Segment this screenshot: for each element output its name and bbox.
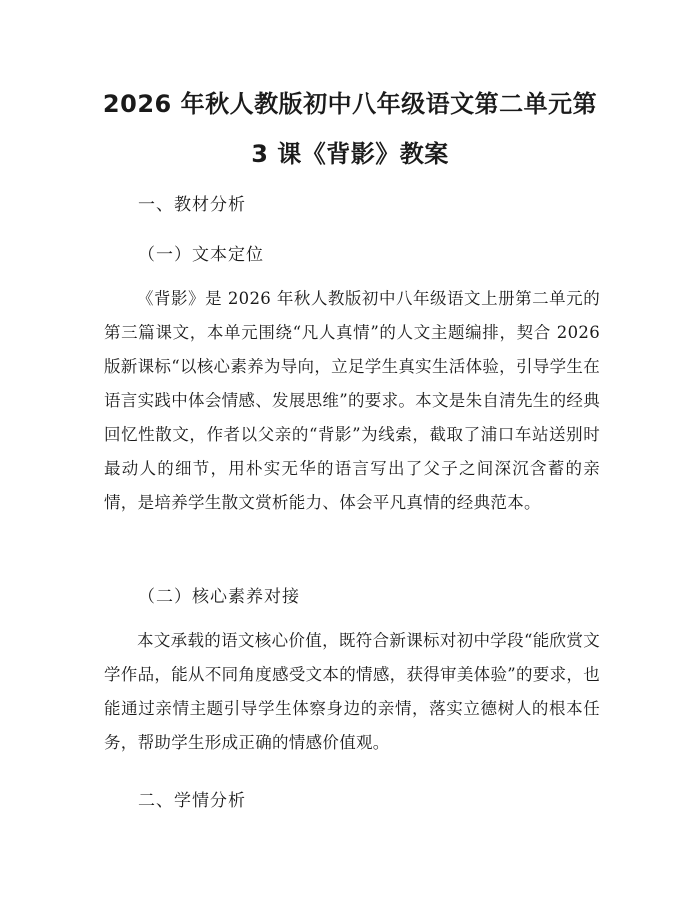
section-heading-textbook-analysis: 一、教材分析 — [138, 195, 246, 215]
subsection-heading-text-positioning: （一）文本定位 — [138, 245, 264, 265]
paragraph-core-literacy: 本文承载的语文核心价值，既符合新课标对初中学段“能欣赏文学作品，能从不同角度感受文本的情感，获得审美体验”的要求，也能通过亲情主题引导学生体察身边的亲情，落实立德树人的根本任务，帮助学生形成正确的情感价值观。 — [104, 631, 600, 752]
section-heading-learner-analysis: 二、学情分析 — [138, 791, 246, 811]
paragraph-text-positioning: 《背影》是 2026 年秋人教版初中八年级语文上册第二单元的第三篇课文，本单元围绕“凡人真情”的人文主题编排，契合 2026 版新课标“以核心素养为导向，立足学生真实生活体验，引导学生在语言实践中体会情感、发展思维”的要求。本文是朱自清先生的经典回忆性散文，作者以父亲的“背影”为线索，截取了浦口车站送别时最动人的细节，用朴实无华的语言写出了父子之间深沉含蓄的亲情，是培养学生散文赏析能力、体会平凡真情的经典范本。 — [104, 289, 600, 512]
document-title-line-2: 3 课《背影》教案 — [251, 140, 449, 168]
subsection-heading-core-literacy: （二）核心素养对接 — [138, 587, 300, 607]
document-title-line-1: 2026 年秋人教版初中八年级语文第二单元第 — [102, 90, 598, 118]
